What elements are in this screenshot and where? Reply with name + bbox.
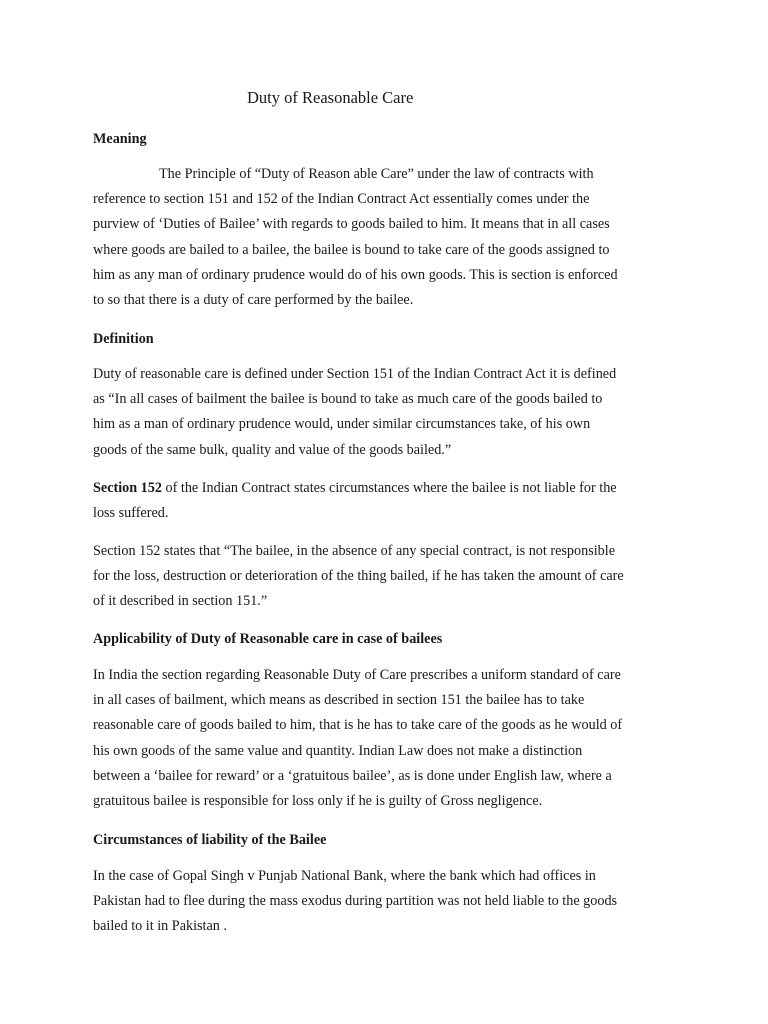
text-line: where goods are bailed to a bailee, the bailee is bound to take care of the goods assigned to <box>93 241 610 258</box>
text-line: as “In all cases of bailment the bailee is bound to take as much care of the goods bailed to <box>93 391 603 408</box>
text-line: him as any man of ordinary prudence would do of his own goods. This is section is enforced <box>93 266 618 283</box>
paragraph-section-152 <box>93 476 693 526</box>
text-line: The Principle of “Duty of Reason able Care” under the law of contracts with <box>159 166 594 182</box>
heading-meaning: Meaning <box>93 131 147 147</box>
text-line: reasonable care of goods bailed to him, that is he has to take care of the goods as he would of <box>93 717 623 734</box>
text-line: loss suffered. <box>93 505 169 522</box>
heading-circumstances: Circumstances of liability of the Bailee <box>93 832 327 848</box>
text-line: in all cases of bailment, which means as described in section 151 the bailee has to take <box>93 692 585 709</box>
text-line: purview of ‘Duties of Bailee’ with regards to goods bailed to him. It means that in all cases <box>93 216 610 233</box>
text-line: reference to section 151 and 152 of the Indian Contract Act essentially comes under the <box>93 191 590 208</box>
text-line: In India the section regarding Reasonable Duty of Care prescribes a uniform standard of care <box>93 667 621 683</box>
text-line <box>93 476 693 501</box>
paragraph-definition <box>93 362 693 463</box>
text-line: gratuitous bailee is responsible for loss only if he is guilty of Gross negligence. <box>93 793 543 810</box>
text-line: to so that there is a duty of care performed by the bailee. <box>93 292 414 309</box>
text-line: for the loss, destruction or deterioration of the thing bailed, if he has taken the amount of care <box>93 568 624 585</box>
section-152-bold-label: Section 152 <box>93 480 162 496</box>
paragraph-meaning <box>93 162 693 313</box>
text-line: goods of the same bulk, quality and value of the goods bailed.” <box>93 441 452 458</box>
heading-applicability: Applicability of Duty of Reasonable care in case of bailees <box>93 631 443 647</box>
text-line: of it described in section 151.” <box>93 593 268 610</box>
section-152-text: of the Indian Contract states circumstances where the bailee is not liable for the <box>161 480 617 496</box>
text-line: bailed to it in Pakistan . <box>93 918 227 935</box>
paragraph-applicability <box>93 663 693 814</box>
text-line: him as a man of ordinary prudence would, under similar circumstances take, of his own <box>93 416 591 433</box>
text-line: his own goods of the same value and quantity. Indian Law does not make a distinction <box>93 742 583 759</box>
paragraph-section-152-quote <box>93 539 693 615</box>
text-line: In the case of Gopal Singh v Punjab National Bank, where the bank which had offices in <box>93 868 596 884</box>
paragraph-circumstances <box>93 864 693 940</box>
text-line: between a ‘bailee for reward’ or a ‘gratuitous bailee’, as is done under English law, where a <box>93 767 612 784</box>
heading-definition: Definition <box>93 331 154 347</box>
text-line: Pakistan had to flee during the mass exodus during partition was not held liable to the goods <box>93 893 618 910</box>
document-title: Duty of Reasonable Care <box>247 88 414 107</box>
text-line: Duty of reasonable care is defined under Section 151 of the Indian Contract Act it is defined <box>93 366 617 382</box>
text-line: Section 152 states that “The bailee, in the absence of any special contract, is not responsible <box>93 543 616 559</box>
